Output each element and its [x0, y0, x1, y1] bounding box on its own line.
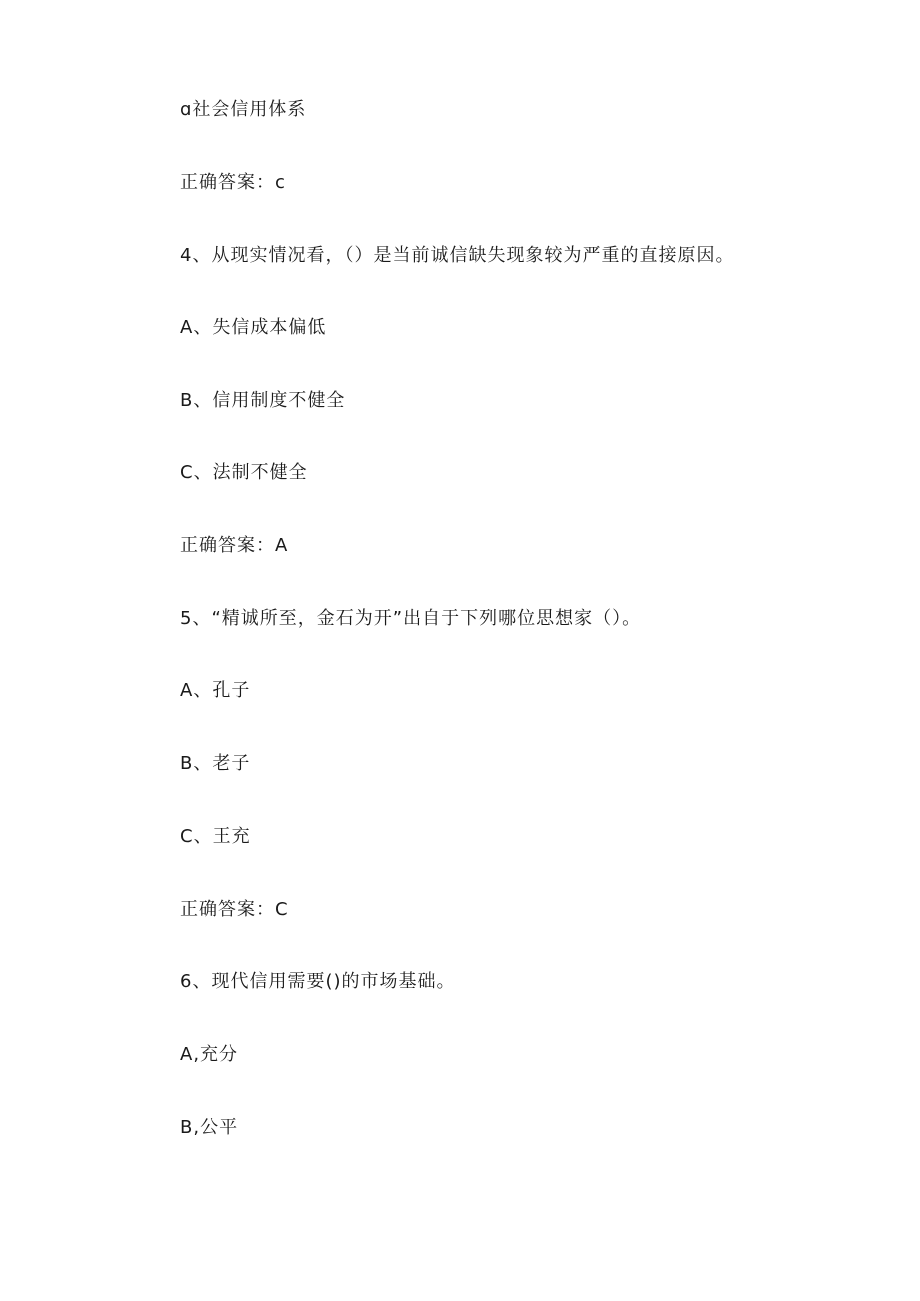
q5-option-b: B、老子 — [180, 753, 251, 774]
answer-q5: 正确答案：C — [180, 899, 289, 920]
q4-option-b: B、信用制度不健全 — [180, 390, 346, 411]
q6-option-b: B,公平 — [180, 1117, 239, 1138]
answer-q4: 正确答案：A — [180, 535, 289, 556]
q4-option-a: A、失信成本偏低 — [180, 317, 327, 338]
q5-option-c: C、王充 — [180, 826, 251, 847]
option-d-text: ɑ社会信用体系 — [180, 99, 307, 120]
q6-option-a: A,充分 — [180, 1044, 239, 1065]
question-4: 4、从现实情况看，（）是当前诚信缺失现象较为严重的直接原因。 — [180, 245, 735, 266]
q5-option-a: A、孔子 — [180, 680, 251, 701]
question-5: 5、“精诚所至，金石为开”出自于下列哪位思想家（）。 — [180, 608, 642, 629]
question-6: 6、现代信用需要()的市场基础。 — [180, 971, 456, 992]
q4-option-c: C、法制不健全 — [180, 462, 308, 483]
answer-q3: 正确答案：c — [180, 172, 286, 193]
